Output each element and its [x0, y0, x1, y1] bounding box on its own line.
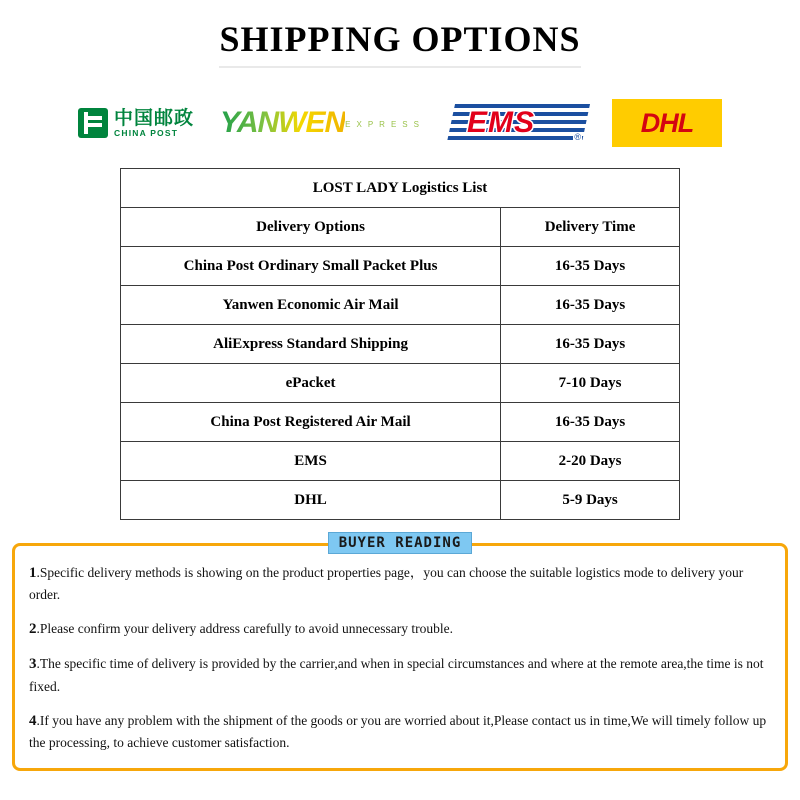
buyer-reading-notice-box: [12, 543, 788, 771]
logistics-table: [120, 168, 680, 520]
ems-logo-main: EMS: [466, 106, 535, 139]
cell-option: ePacket: [121, 364, 501, 403]
ems-logo: [451, 98, 586, 148]
table-title-row: [121, 169, 680, 208]
notice-item-number: 4: [29, 712, 37, 729]
cell-time: 16-35 Days: [501, 247, 680, 286]
notice-item-text: .Please confirm your delivery address carefully to avoid unnecessary trouble.: [36, 621, 453, 637]
table-row: [121, 286, 680, 325]
notice-item-text: .If you have any problem with the shipment of the goods or you are worried about it,Please contact us in time,We will timely follow up the processing, to achieve customer satisfaction.: [29, 712, 767, 750]
page-header: [0, 0, 800, 68]
cell-time: 16-35 Days: [501, 286, 680, 325]
notice-item-text: .Specific delivery methods is showing on the product properties page，you can choose the suitable logistics mode to delivery your order.: [29, 565, 744, 603]
notice-item-number: 1: [29, 565, 37, 581]
table-row: [121, 403, 680, 442]
notice-item-number: 2: [29, 621, 37, 638]
page-title: SHIPPING OPTIONS: [219, 18, 580, 68]
buyer-reading-badge: BUYER READING: [328, 532, 473, 554]
notice-item-number: 3: [29, 656, 37, 673]
china-post-logo-en: CHINA POST: [114, 127, 179, 138]
notice-item: [29, 618, 771, 641]
cell-option: EMS: [121, 442, 501, 481]
dhl-logo: [612, 99, 722, 147]
cell-time: 16-35 Days: [501, 403, 680, 442]
china-post-logo-cn: 中国邮政: [114, 106, 195, 129]
notice-item: [29, 653, 771, 697]
cell-option: DHL: [121, 481, 501, 520]
cell-time: 16-35 Days: [501, 325, 680, 364]
table-row: [121, 442, 680, 481]
cell-option: China Post Registered Air Mail: [121, 403, 501, 442]
china-post-mark-icon: [78, 108, 108, 138]
cell-option: AliExpress Standard Shipping: [121, 325, 501, 364]
table-row: [121, 364, 680, 403]
table-row: [121, 481, 680, 520]
cell-option: Yanwen Economic Air Mail: [121, 286, 501, 325]
table-header-row: [121, 208, 680, 247]
ems-logo-mark: ®: [574, 132, 581, 142]
table-row: [121, 247, 680, 286]
cell-time: 2-20 Days: [501, 442, 680, 481]
notice-item: [29, 710, 771, 754]
column-header-delivery-options: Delivery Options: [121, 208, 501, 247]
column-header-delivery-time: Delivery Time: [501, 208, 680, 247]
cell-option: China Post Ordinary Small Packet Plus: [121, 247, 501, 286]
carrier-logo-strip: [0, 94, 800, 152]
logistics-table-title: LOST LADY Logistics List: [121, 169, 680, 208]
buyer-reading-badge-container: [0, 532, 800, 554]
dhl-logo-main: DHL: [640, 107, 694, 138]
notice-item: [29, 562, 771, 606]
table-row: [121, 325, 680, 364]
notice-item-text: .The specific time of delivery is provided by the carrier,and when in special circumstances and where at the remote area,the time is not fixed.: [29, 656, 764, 694]
china-post-logo: [78, 97, 194, 149]
yanwen-logo-sub: EXPRESS: [345, 119, 425, 129]
cell-time: 7-10 Days: [501, 364, 680, 403]
logistics-table-container: [120, 168, 680, 520]
yanwen-logo-main: YANWEN: [220, 106, 346, 139]
cell-time: 5-9 Days: [501, 481, 680, 520]
yanwen-logo: [220, 97, 425, 149]
